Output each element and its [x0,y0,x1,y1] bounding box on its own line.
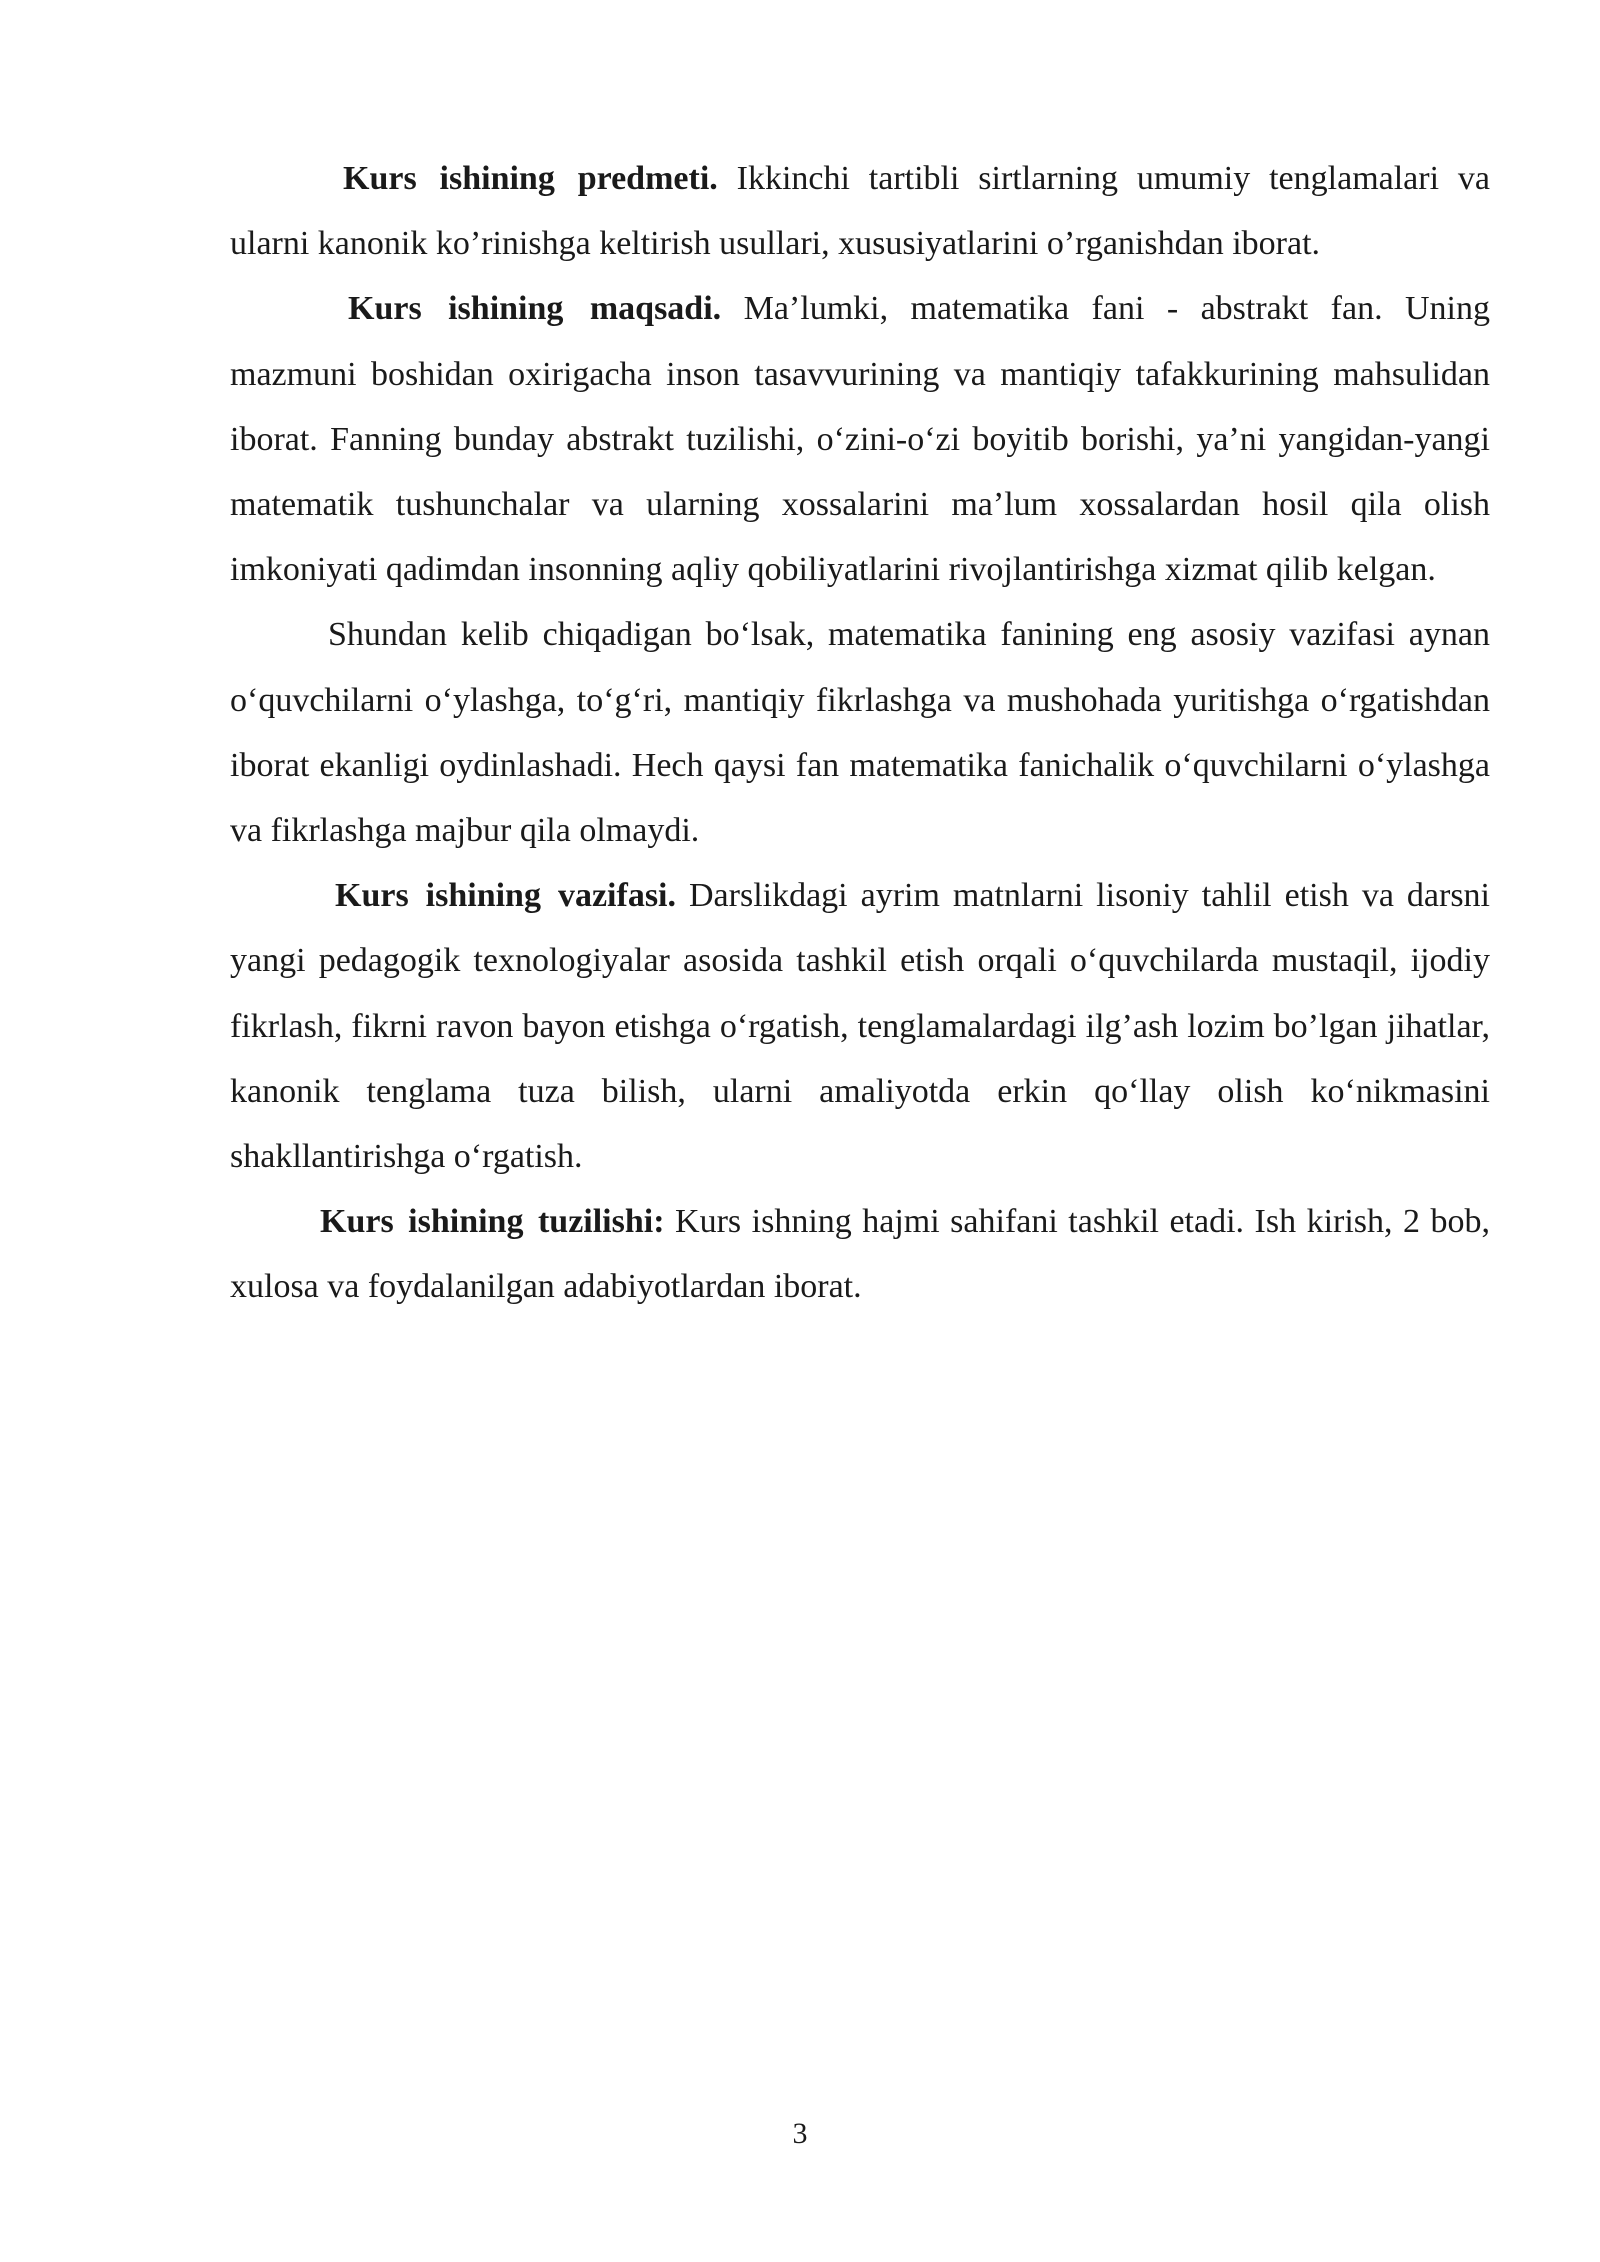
paragraph-text: Darslikdagi ayrim matnlarni lisoniy tahlil etish va darsni yangi pedagogik texnologiyalar asosida tashkil etish orqali o‘quvchilarda mustaqil, ijodiy fikrlash, fikrni ravon bayon etishga o‘rgatish, tenglamalardagi ilg’ash lozim bo’lgan jihatlar, kanonik tenglama tuza bilish, ularni amaliyotda erkin qo‘llay olish ko‘nikmasini shakllantirishga o‘rgatish. [230,877,1490,1176]
paragraph-lead: Kurs ishining vazifasi. [335,877,676,915]
paragraph-text: Shundan kelib chiqadigan bo‘lsak, matematika fanining eng asosiy vazifasi aynan o‘quvchilarni o‘ylashga, to‘g‘ri, mantiqiy fikrlashga va mushohada yuritishga o‘rgatishdan iborat ekanligi oydinlashadi. Hech qaysi fan matematika fanichalik o‘quvchilarni o‘ylashga va fikrlashga majbur qila olmaydi. [230,616,1490,850]
paragraph-goal [230,276,1490,602]
page-number: 3 [792,2117,808,2150]
paragraph-subject [230,146,1490,276]
paragraph-text: Ma’lumki, matematika fani - abstrakt fan. Uning mazmuni boshidan oxirigacha inson tasavvurining va mantiqiy tafakkurining mahsulidan iborat. Fanning bunday abstrakt tuzilishi, o‘zini-o‘zi boyitib borishi, ya’ni yangidan-yangi matematik tushunchalar va ularning xossalarini ma’lum xossalardan hosil qila olish imkoniyati qadimdan insonning aqliy qobiliyatlarini rivojlantirishga xizmat qilib kelgan. [230,290,1490,589]
paragraph-structure [230,1189,1490,1319]
paragraph-conclusion [230,602,1490,863]
paragraph-lead: Kurs ishining predmeti. [343,160,718,197]
paragraph-lead: Kurs ishining tuzilishi: [320,1203,665,1241]
paragraph-task [230,863,1490,1189]
paragraph-text: Kurs ishning hajmi sahifani tashkil etadi. Ish kirish, 2 bob, xulosa va foydalanilgan adabiyotlardan iborat. [230,1203,1491,1306]
paragraph-text: Ikkinchi tartibli sirtlarning umumiy tenglamalari va ularni kanonik ko’rinishga keltirish usullari, xususiyatlarini o’rganishdan iborat. [230,160,1490,263]
body-text [230,146,1490,1320]
paragraph-lead: Kurs ishining maqsadi. [348,290,722,328]
